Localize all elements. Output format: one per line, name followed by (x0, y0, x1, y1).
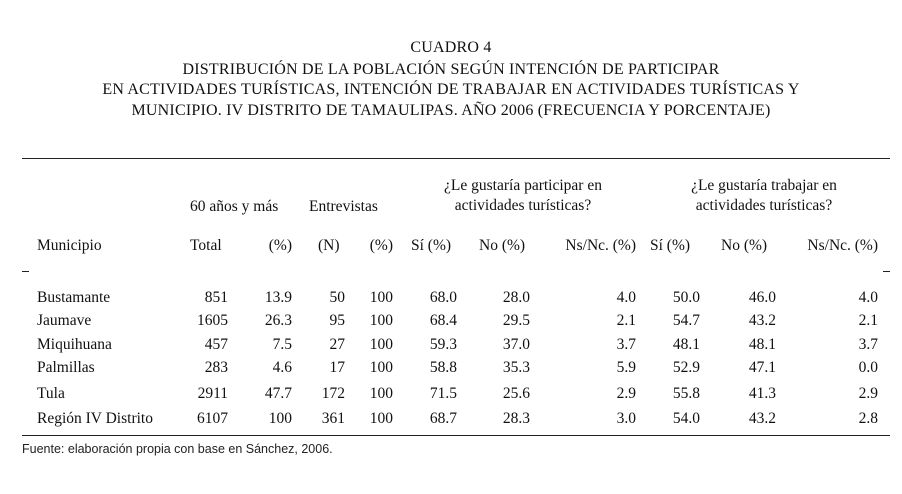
cell-municipio: Palmillas (37, 359, 95, 376)
cell-si-participar: 68.4 (429, 312, 457, 329)
cell-pct-entrevistas: 100 (369, 289, 393, 306)
cell-nsnc-participar: 5.9 (616, 359, 636, 376)
cell-n: 50 (329, 289, 345, 306)
column-header-pct-60: (%) (268, 237, 292, 254)
cell-si-participar: 59.3 (429, 336, 457, 353)
header-separator-mark-right (883, 271, 890, 272)
cell-nsnc-trabajar: 3.7 (858, 336, 878, 353)
cell-pct-entrevistas: 100 (369, 312, 393, 329)
cell-pct-60: 13.9 (264, 289, 292, 306)
cell-no-participar: 35.3 (502, 359, 530, 376)
cell-si-trabajar: 50.0 (672, 289, 700, 306)
cell-municipio: Región IV Distrito (37, 410, 153, 427)
cell-nsnc-participar: 4.0 (616, 289, 636, 306)
cell-pct-entrevistas: 100 (369, 336, 393, 353)
cell-si-trabajar: 54.7 (672, 312, 700, 329)
table-title-line-1: DISTRIBUCIÓN DE LA POBLACIÓN SEGÚN INTENCIÓN DE PARTICIPAR (182, 61, 720, 78)
cell-total: 6107 (197, 410, 228, 427)
cell-si-trabajar: 55.8 (672, 385, 700, 402)
column-header-nsnc-participar: Ns/Nc. (%) (565, 237, 636, 254)
cell-si-participar: 58.8 (429, 359, 457, 376)
header-group-trabajar-line-2: actividades turísticas? (695, 197, 833, 214)
header-group-entrevistas: Entrevistas (309, 198, 378, 215)
cell-n: 361 (321, 410, 345, 427)
cell-total: 1605 (197, 312, 228, 329)
cell-no-trabajar: 41.3 (748, 385, 776, 402)
cell-pct-60: 47.7 (264, 385, 292, 402)
header-group-participar-line-1: ¿Le gustaría participar en (444, 177, 602, 194)
cell-pct-60: 26.3 (264, 312, 292, 329)
cell-nsnc-participar: 3.7 (616, 336, 636, 353)
cell-n: 172 (321, 385, 345, 402)
header-group-participar-line-2: actividades turísticas? (454, 197, 592, 214)
cell-total: 283 (204, 359, 228, 376)
cell-pct-entrevistas: 100 (369, 410, 393, 427)
cell-nsnc-trabajar: 2.1 (858, 312, 878, 329)
cell-pct-60: 4.6 (272, 359, 292, 376)
table-number: CUADRO 4 (410, 39, 492, 56)
header-group-60-anos: 60 años y más (190, 198, 279, 215)
table-title-line-3: MUNICIPIO. IV DISTRITO DE TAMAULIPAS. AÑO 2006 (FRECUENCIA Y PORCENTAJE) (131, 102, 771, 119)
cell-no-trabajar: 43.2 (748, 312, 776, 329)
cell-pct-60: 7.5 (272, 336, 292, 353)
cell-no-participar: 29.5 (502, 312, 530, 329)
cell-municipio: Miquihuana (37, 336, 112, 353)
cell-no-trabajar: 47.1 (748, 359, 776, 376)
column-header-n: (N) (318, 237, 340, 254)
cell-pct-60: 100 (268, 410, 292, 427)
column-header-total: Total (190, 237, 222, 254)
cell-si-participar: 71.5 (429, 385, 457, 402)
cell-si-trabajar: 48.1 (672, 336, 700, 353)
column-header-no-participar: No (%) (479, 237, 526, 254)
cell-pct-entrevistas: 100 (369, 359, 393, 376)
cell-nsnc-participar: 2.1 (616, 312, 636, 329)
cell-total: 851 (204, 289, 228, 306)
cell-no-participar: 25.6 (502, 385, 530, 402)
table-title-line-2: EN ACTIVIDADES TURÍSTICAS, INTENCIÓN DE TRABAJAR EN ACTIVIDADES TURÍSTICAS Y (102, 81, 800, 98)
column-header-si-participar: Sí (%) (411, 237, 452, 254)
cell-nsnc-trabajar: 4.0 (858, 289, 878, 306)
column-header-municipio: Municipio (37, 237, 102, 254)
cell-total: 2911 (197, 385, 228, 402)
cell-si-participar: 68.0 (429, 289, 457, 306)
table-bottom-rule (22, 435, 890, 436)
cell-si-participar: 68.7 (429, 410, 457, 427)
cell-municipio: Tula (37, 385, 65, 402)
cell-pct-entrevistas: 100 (369, 385, 393, 402)
table-top-rule (22, 158, 890, 159)
column-header-pct-entrevistas: (%) (369, 237, 393, 254)
header-separator-mark-left (22, 271, 29, 272)
cell-no-participar: 28.3 (502, 410, 530, 427)
cell-municipio: Jaumave (37, 312, 92, 329)
source-note: Fuente: elaboración propia con base en Sánchez, 2006. (22, 442, 333, 456)
cell-n: 95 (329, 312, 345, 329)
cell-no-trabajar: 48.1 (748, 336, 776, 353)
cell-si-trabajar: 54.0 (672, 410, 700, 427)
column-header-no-trabajar: No (%) (721, 237, 768, 254)
cell-no-participar: 37.0 (502, 336, 530, 353)
cell-no-participar: 28.0 (502, 289, 530, 306)
cell-n: 27 (329, 336, 345, 353)
cell-n: 17 (329, 359, 345, 376)
cell-total: 457 (204, 336, 228, 353)
cell-no-trabajar: 43.2 (748, 410, 776, 427)
header-group-trabajar-line-1: ¿Le gustaría trabajar en (691, 177, 837, 194)
column-header-nsnc-trabajar: Ns/Nc. (%) (807, 237, 878, 254)
cell-nsnc-trabajar: 0.0 (858, 359, 878, 376)
cell-nsnc-trabajar: 2.8 (858, 410, 878, 427)
cell-municipio: Bustamante (37, 289, 111, 306)
cell-si-trabajar: 52.9 (672, 359, 700, 376)
cell-no-trabajar: 46.0 (748, 289, 776, 306)
column-header-si-trabajar: Sí (%) (650, 237, 691, 254)
cell-nsnc-participar: 2.9 (616, 385, 636, 402)
cell-nsnc-trabajar: 2.9 (858, 385, 878, 402)
cell-nsnc-participar: 3.0 (616, 410, 636, 427)
